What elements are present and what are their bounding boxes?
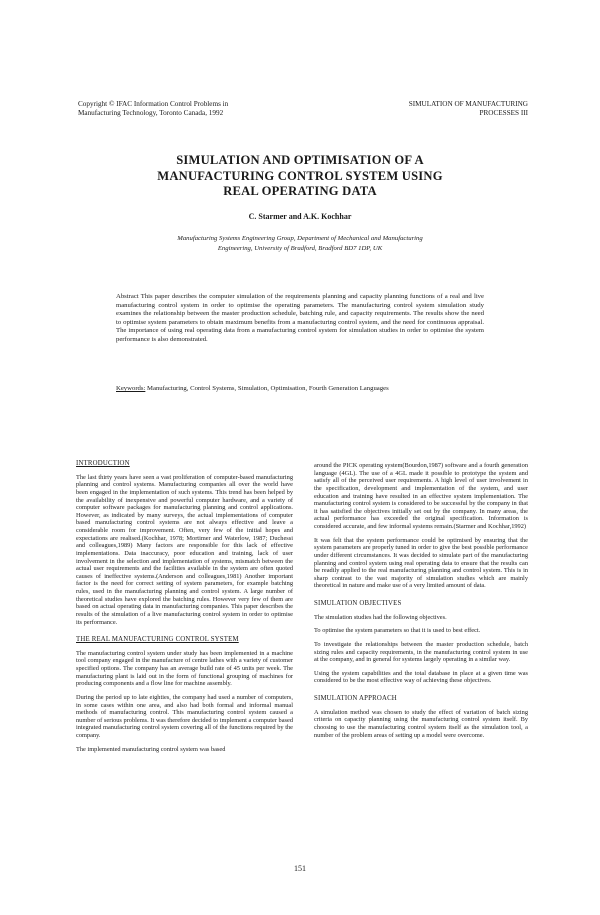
affiliation-line-2: Engineering, University of Bradford, Bradford BD7 1DP, UK (217, 244, 383, 252)
paragraph: It was felt that the system performance could be optimised by ensuring that the system parameters are properly tuned in order to give the best possible performance under different circumstances. It was decided to simulate part of the manufacturing planning and control system using real operating data to ensure that the results can be readily applied to the real manufacturing planning and control system. This is in sharp contrast to the vast majority of simulation studies which are mainly theoretical in nature and make use of a very limited amount of data. (314, 536, 528, 590)
section-heading-objectives: SIMULATION OBJECTIVES (314, 600, 402, 607)
proceedings-line-2: PROCESSES III (479, 109, 528, 117)
keywords (116, 385, 484, 394)
proceedings-header (328, 100, 528, 118)
abstract (116, 293, 484, 344)
copyright-header (78, 100, 308, 118)
copyright-line-1: Copyright © IFAC Information Control Problems in (78, 100, 229, 108)
keywords-label: Keywords: (116, 385, 146, 392)
section-heading-introduction: INTRODUCTION (76, 460, 130, 467)
keywords-text: Manufacturing, Control Systems, Simulation, Optimisation, Fourth Generation Languages (145, 385, 389, 392)
title-line-1: SIMULATION AND OPTIMISATION OF A (176, 153, 424, 167)
section-heading-real-system: THE REAL MANUFACTURING CONTROL SYSTEM (76, 636, 239, 644)
right-column (314, 462, 528, 745)
left-column (76, 460, 293, 759)
paragraph: The last thirty years have seen a vast proliferation of computer-based manufacturing planning and control systems. Manufacturing companies all over the world have been engaged in the implementation of such systems. This trend has been helped by the availability of inexpensive and powerful computer hardware, and a variety of computer software packages for manufacturing planning and control applications. However, as indicated by many surveys, the actual implementations of computer based manufacturing control systems are not always effective and leave a considerable room for improvement. Often, very few of the initial hopes and expectations are realised.(Kochhar, 1978; Mortimer and Waterlow, 1987; Duchessi and colleagues,1989) Many factors are responsible for this lack of effective implementations. Data inaccuracy, poor education and training, lack of user involvement in the selection and implementation of systems, mismatch between the actual user requirements and the facilities available in the system are often quoted causes of ineffective systems.(Anderson and colleagues,1981) Another important factor is the need for correct setting of system parameters, for example batching rules, used in the manufacturing planning and control system. A large number of theoretical studies have explored the batching rules. However very few of them are based on actual operating data in manufacturing companies. This paper describes the results of the simulation of a live manufacturing control system in order to optimise its performance. (76, 473, 293, 626)
section-heading-approach: SIMULATION APPROACH (314, 695, 397, 702)
paragraph: Using the system capabilities and the total database in place at a given time was considered to be the most effective way of achieving these objectives. (314, 669, 528, 685)
affiliation (100, 234, 500, 253)
copyright-line-2: Manufacturing Technology, Toronto Canada, 1992 (78, 109, 224, 117)
abstract-text: This paper describes the computer simulation of the requirements planning and capacity planning functions of a real and live manufacturing control system in order to optimise the operating parameters. The manufacturing control system simulation study examines the relationship between the master production schedule, batching rule, and capacity requirements. The results show the need to optimise system parameters to obtain maximum benefits from a manufacturing control system, and the need for continuous appraisal. The importance of using real operating data from a manufacturing control system for simulation studies in order to optimise the system performance is also demonstrated. (116, 293, 484, 343)
authors: C. Starmer and A.K. Kochhar (248, 212, 352, 221)
paragraph: A simulation method was chosen to study the effect of variation of batch sizing criteria on capacity planning using the manufacturing control system itself. By choosing to use the manufacturing control system itself as the simulation tool, a number of the problem areas of setting up a model were overcome. (314, 708, 528, 739)
paper-title (90, 153, 510, 200)
paragraph: To optimise the system parameters so that it is used to best effect. (314, 627, 481, 635)
proceedings-line-1: SIMULATION OF MANUFACTURING (408, 100, 528, 108)
paragraph: The manufacturing control system under study has been implemented in a machine tool company engaged in the manufacture of centre lathes with a variety of customer specified options. The company has an average build rate of 45 units per week. The manufacturing plant is laid out in the form of functional grouping of machines for producing components and a flow line for machine assembly. (76, 649, 293, 688)
paragraph: During the period up to late eighties, the company had used a number of computers, in some cases within one area, and also had both formal and informal manual methods of manufacturing control. This manufacturing control system caused a number of serious problems. It was therefore decided to implement a computer based integrated manufacturing control system covering all of the functions required by the company. (76, 693, 293, 739)
affiliation-line-1: Manufacturing Systems Engineering Group, Department of Mechanical and Manufacturing (177, 235, 423, 242)
page-number: 151 (294, 864, 306, 873)
title-line-2: MANUFACTURING CONTROL SYSTEM USING (157, 168, 443, 183)
paragraph: around the PICK operating system(Bourdon,1987) software and a fourth generation language (4GL). The use of a 4GL made it possible to prototype the system and satisfy all of the perceived user requirements. A high level of user involvement in the specification, development and implementation of the system, and user education and training have resulted in an effective system implementation. The manufacturing control system is considered to be successful by the company in that it has satisfied the objectives initially set out by the company. In many areas, the actual performance has exceeded the original specification. Information is considered accurate, and few informal systems remain.(Starmer and Kochhar,1992) (314, 462, 528, 530)
paragraph: The implemented manufacturing control system was based (76, 745, 226, 753)
paragraph: To investigate the relationships between the master production schedule, batch sizing rules and capacity requirements, in the manufacturing control system in use at the company, and in general for systems largely operating in a similar way. (314, 640, 528, 664)
abstract-label: Abstract (116, 293, 139, 300)
paragraph: The simulation studies had the following objectives. (314, 613, 447, 621)
title-line-3: REAL OPERATING DATA (223, 184, 377, 198)
